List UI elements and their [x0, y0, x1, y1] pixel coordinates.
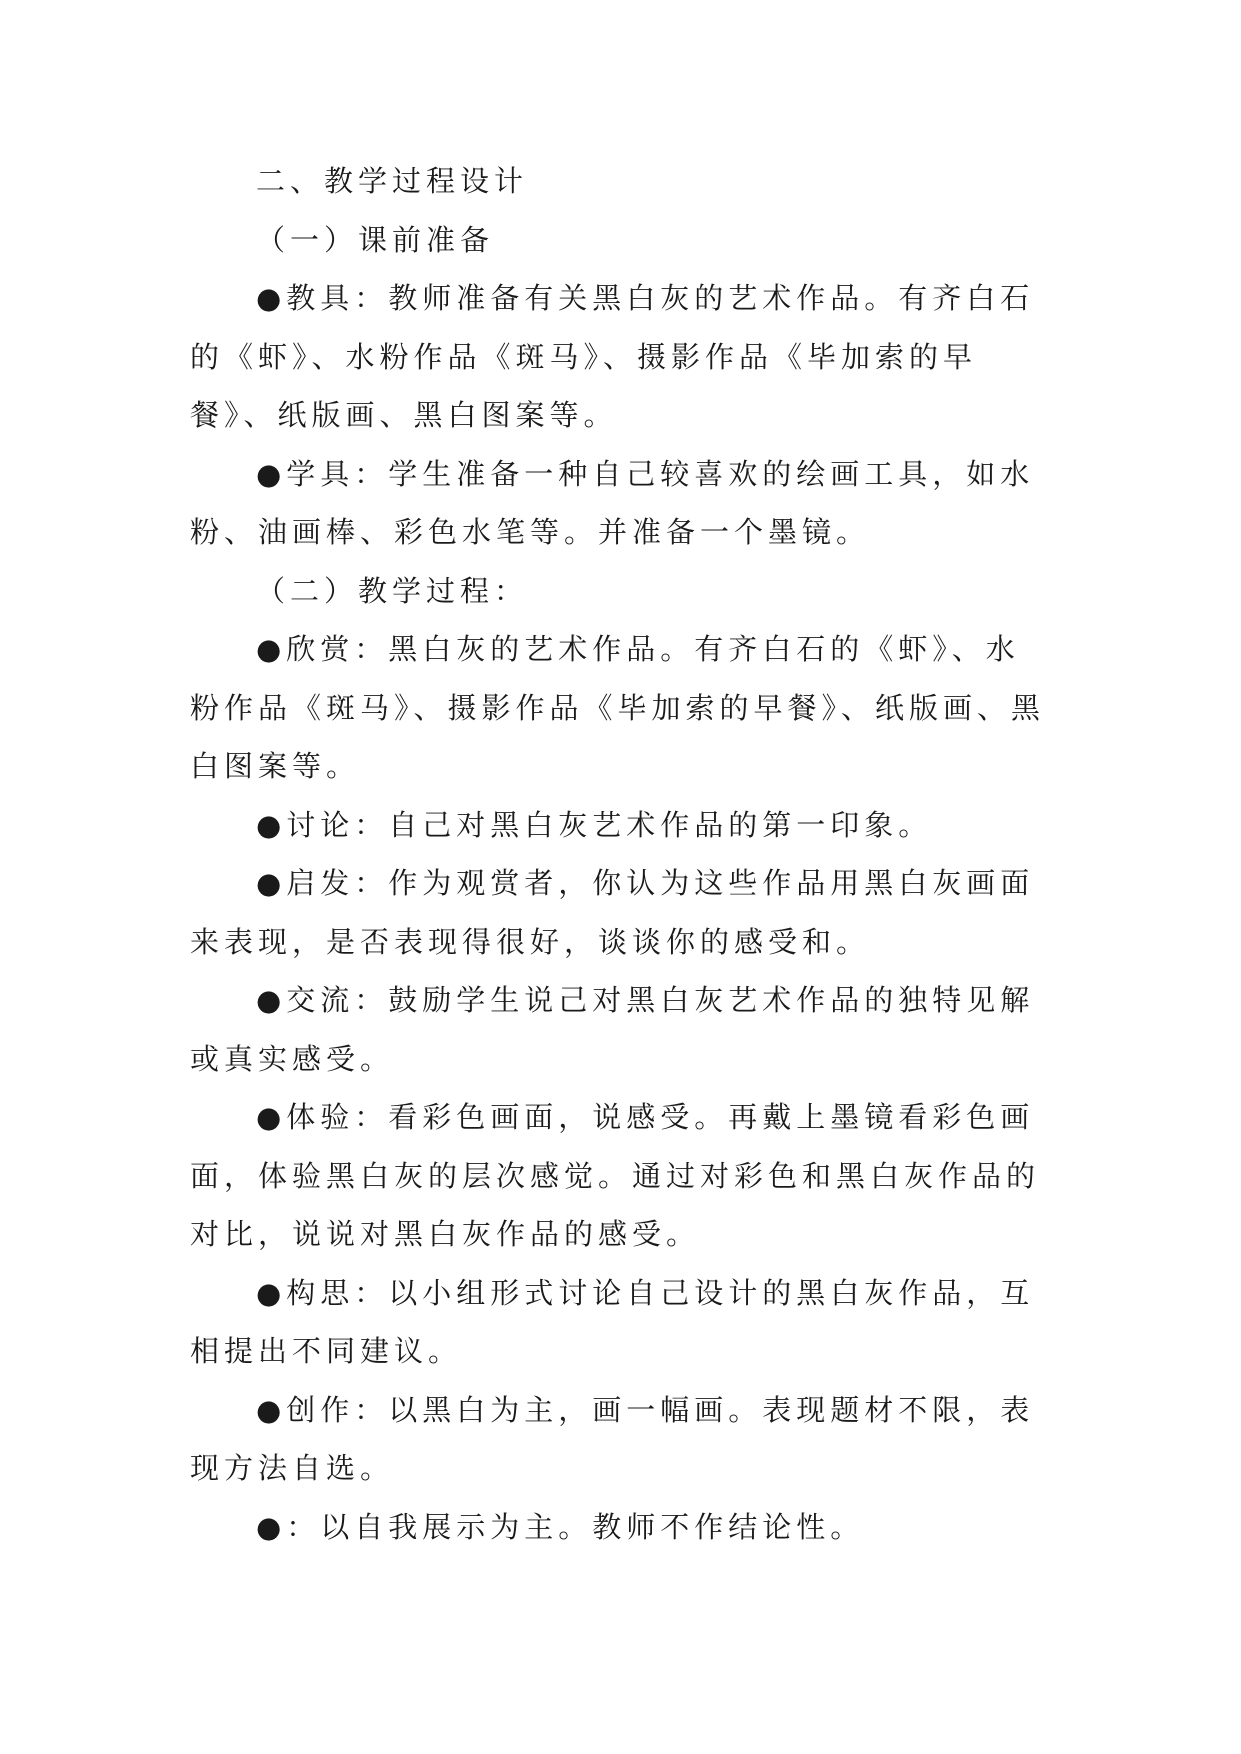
- paragraph-inspiration: ●启发：作为观赏者，你认为这些作品用黑白灰画面来表现，是否表现得很好，谈谈你的感受和。: [190, 866, 1035, 959]
- paragraph-experience: ●体验：看彩色画面，说感受。再戴上墨镜看彩色画面，体验黑白灰的层次感觉。通过对彩色和黑白灰作品的对比，说说对黑白灰作品的感受。: [190, 1100, 1041, 1251]
- paragraph-teaching-aids: ●教具：教师准备有关黑白灰的艺术作品。有齐白石的《虾》、水粉作品《斑马》、摄影作品《毕加索的早餐》、纸版画、黑白图案等。: [190, 281, 1035, 432]
- paragraph-appreciation: ●欣赏：黑白灰的艺术作品。有齐白石的《虾》、水粉作品《斑马》、摄影作品《毕加索的早餐》、纸版画、黑白图案等。: [190, 632, 1046, 783]
- paragraph-presentation: ●：以自我展示为主。教师不作结论性。: [256, 1509, 865, 1544]
- paragraph-student-tools: ●学具：学生准备一种自己较喜欢的绘画工具，如水粉、油画棒、彩色水笔等。并准备一个墨镜。: [190, 456, 1035, 549]
- paragraph-conception: ●构思：以小组形式讨论自己设计的黑白灰作品，互相提出不同建议。: [190, 1275, 1035, 1368]
- paragraph-discussion: ●讨论：自己对黑白灰艺术作品的第一印象。: [256, 807, 933, 842]
- subsection-heading: （一）课前准备: [256, 222, 495, 257]
- paragraph-creation: ●创作：以黑白为主，画一幅画。表现题材不限，表现方法自选。: [190, 1392, 1035, 1485]
- document-body: [190, 152, 1050, 1556]
- section-heading: 二、教学过程设计: [256, 164, 529, 198]
- subsection-heading: （二）教学过程：: [256, 573, 529, 608]
- paragraph-exchange: ●交流：鼓励学生说己对黑白灰艺术作品的独特见解或真实感受。: [190, 983, 1035, 1076]
